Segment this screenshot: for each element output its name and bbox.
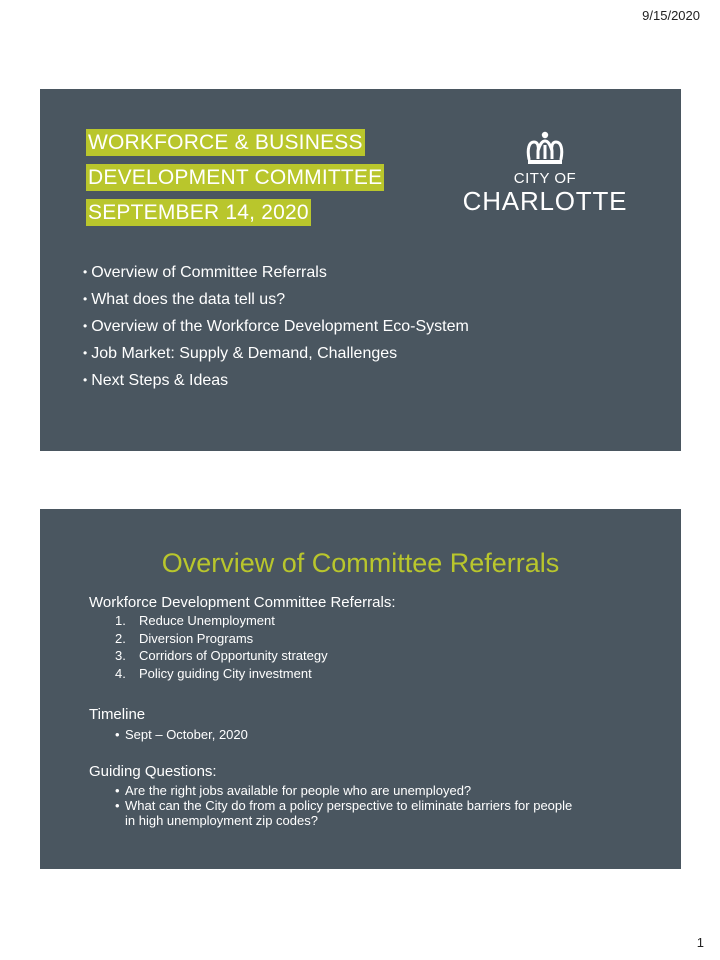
slide-2-title: Overview of Committee Referrals	[161, 548, 560, 578]
timeline-heading: Timeline	[89, 706, 146, 723]
logo-charlotte: CHARLOTTE	[462, 186, 628, 216]
title-line-2: DEVELOPMENT COMMITTEE	[88, 166, 383, 189]
logo-city-of: CITY OF	[513, 170, 577, 187]
questions-heading: Guiding Questions:	[89, 763, 217, 780]
page-number: 1	[696, 935, 704, 950]
questions-section	[89, 762, 572, 828]
crown-icon	[523, 131, 567, 167]
slide-2	[40, 509, 681, 869]
date-header: 9/15/2020	[642, 8, 700, 23]
agenda-item: • Overview of the Workforce Development Eco-System	[83, 318, 469, 335]
title-line-3: SEPTEMBER 14, 2020	[88, 201, 309, 224]
list-item-continuation: in high unemployment zip codes?	[125, 813, 318, 828]
referrals-list	[89, 612, 396, 682]
list-item: • Are the right jobs available for people who are unemployed?	[115, 783, 472, 798]
city-logo	[459, 131, 631, 221]
agenda-item: • Job Market: Supply & Demand, Challenges	[83, 345, 398, 362]
agenda-item: • What does the data tell us?	[83, 291, 286, 308]
referrals-section	[89, 593, 396, 682]
timeline-list	[89, 727, 248, 742]
list-item: 1. Reduce Unemployment	[115, 613, 275, 628]
questions-list	[89, 783, 572, 828]
referrals-heading: Workforce Development Committee Referrals:	[89, 594, 396, 611]
list-item: 4. Policy guiding City investment	[115, 665, 312, 681]
agenda-item: • Overview of Committee Referrals	[83, 264, 327, 281]
slide-1	[40, 89, 681, 451]
timeline-section	[89, 705, 248, 742]
list-item: 2. Diversion Programs	[115, 630, 254, 646]
list-item: 3. Corridors of Opportunity strategy	[115, 648, 328, 663]
title-line-1: WORKFORCE & BUSINESS	[88, 131, 363, 154]
agenda-item: • Next Steps & Ideas	[83, 372, 229, 389]
agenda-list	[83, 259, 469, 394]
list-item: • What can the City do from a policy perspective to eliminate barriers for people	[115, 798, 573, 813]
slide-1-title	[86, 129, 384, 234]
list-item: • Sept – October, 2020	[115, 727, 248, 742]
